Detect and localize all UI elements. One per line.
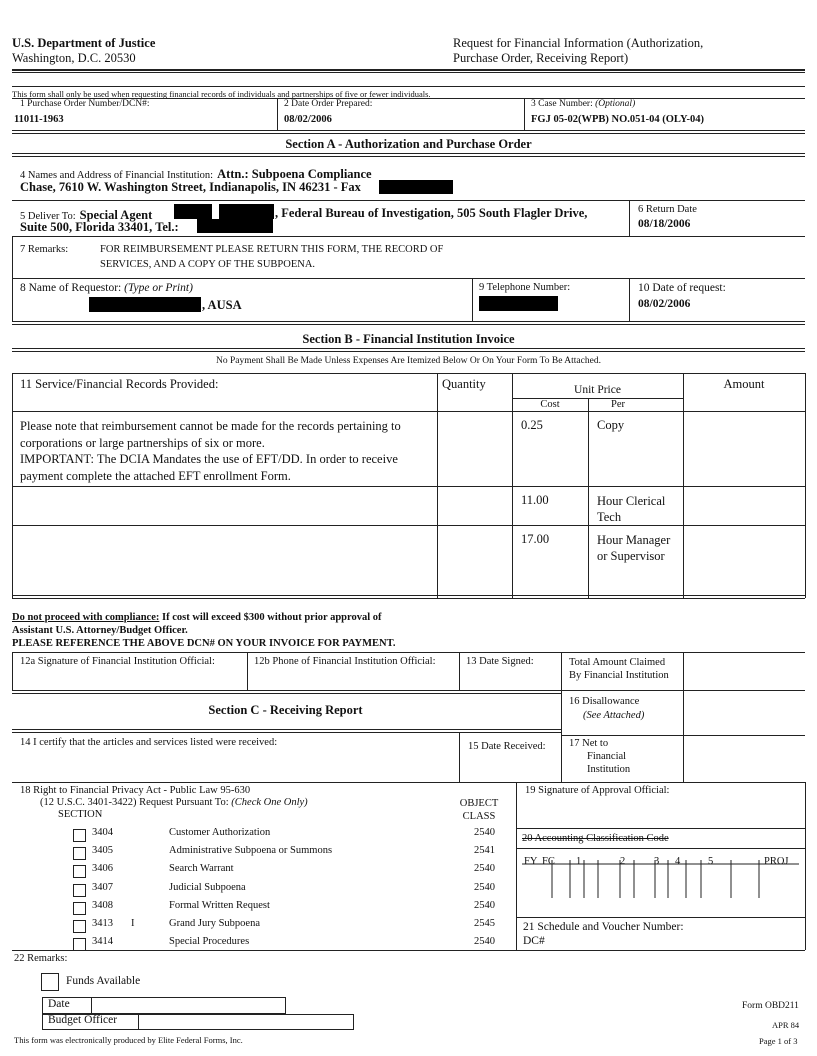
remarks-22-label: 22 Remarks: <box>14 953 68 964</box>
row2-cost: 11.00 <box>521 493 549 507</box>
per-line: Hour Manager <box>597 533 671 547</box>
rfpa-description: Administrative Subpoena or Summons <box>169 845 333 856</box>
department-city: Washington, D.C. 20530 <box>12 51 136 65</box>
deliver-to-label: 5 Deliver To: <box>20 211 76 222</box>
disallowance-sub: (See Attached) <box>583 710 645 721</box>
remarks-label: 7 Remarks: <box>20 244 69 255</box>
po-number-value: 11011-1963 <box>14 114 64 125</box>
amount-column-header: Amount <box>723 377 765 391</box>
rfpa-section-number: 3404 <box>92 827 113 838</box>
note-line: corporations or large partnerships of six or more. <box>20 435 265 450</box>
object-line: OBJECT <box>459 798 499 809</box>
form-title-line1: Request for Financial Information (Authorization, <box>453 36 704 50</box>
per-line: Hour Clerical <box>597 494 666 508</box>
certify-label: 14 I certify that the articles and services listed were received: <box>20 737 278 748</box>
compliance-approval: Assistant U.S. Attorney/Budget Officer. <box>12 625 188 636</box>
form-title-line2: Purchase Order, Receiving Report) <box>453 51 629 65</box>
date-prepared-value: 08/02/2006 <box>284 114 332 125</box>
per-line: or Supervisor <box>597 549 665 563</box>
approval-signature-label: 19 Signature of Approval Official: <box>525 785 670 796</box>
disallowance-title: 16 Disallowance <box>569 696 640 707</box>
rfpa-checkbox-3404[interactable] <box>73 829 86 842</box>
net-line: 17 Net to <box>569 738 609 749</box>
rfpa-object-class: 2540 <box>474 900 495 911</box>
section-a-title: Section A - Authorization and Purchase Order <box>285 137 532 151</box>
rfpa-checkbox-3413[interactable] <box>73 920 86 933</box>
department-name: U.S. Department of Justice <box>12 36 156 50</box>
po-number-label: 1 Purchase Order Number/DCN#: <box>20 99 150 109</box>
check-one-only: (Check One Only) <box>231 797 308 808</box>
rfpa-object-class: 2545 <box>474 918 495 929</box>
date-label: Date <box>48 998 70 1010</box>
reimbursement-notes <box>20 418 401 484</box>
rfpa-mark: I <box>131 918 135 929</box>
row1-cost: 0.25 <box>521 418 543 432</box>
note-line: IMPORTANT: The DCIA Mandates the use of EFT/DD. In order to receive <box>20 452 398 466</box>
deliver-to-bureau: , Federal Bureau of Investigation, 505 South Flagler Drive, <box>275 206 588 220</box>
budget-officer-label: Budget Officer <box>48 1014 118 1026</box>
net-line: Institution <box>587 764 631 775</box>
rfpa-section-number: 3414 <box>92 936 113 947</box>
unit-price-header: Unit Price <box>574 384 621 396</box>
redaction <box>89 297 201 312</box>
dc-number-label: DC# <box>523 935 545 947</box>
acct-col-proj: PROJ <box>764 856 789 867</box>
acct-col-5: 5 <box>708 856 714 867</box>
rfpa-description: Formal Written Request <box>169 900 270 911</box>
rfpa-description: Search Warrant <box>169 863 234 874</box>
row1-per: Copy <box>597 418 625 432</box>
acct-col-2: 2 <box>620 856 626 867</box>
rfpa-description: Judicial Subpoena <box>169 882 246 893</box>
total-line: By Financial Institution <box>569 670 669 681</box>
note-line: payment complete the attached EFT enrollment Form. <box>20 468 291 483</box>
accounting-code-grid <box>516 848 805 916</box>
total-line: Total Amount Claimed <box>569 657 666 668</box>
row3-cost: 17.00 <box>521 532 550 546</box>
funds-available-checkbox[interactable] <box>41 973 59 991</box>
telephone-label: 9 Telephone Number: <box>479 282 571 293</box>
total-claimed-label <box>569 656 669 682</box>
return-date-label: 6 Return Date <box>638 204 697 215</box>
usage-notice: This form shall only be used when requesting financial records of individuals and partnerships of five or fewer individuals. <box>12 89 431 99</box>
per-line: Tech <box>597 510 622 524</box>
rfpa-checkbox-3406[interactable] <box>73 865 86 878</box>
rfpa-checkbox-3408[interactable] <box>73 902 86 915</box>
rfpa-section-number: 3413 <box>92 918 113 929</box>
quantity-column-header: Quantity <box>442 377 486 391</box>
request-date-value: 08/02/2006 <box>638 298 691 310</box>
section-c-title: Section C - Receiving Report <box>208 703 363 717</box>
note-line: Please note that reimbursement cannot be made for the records pertaining to <box>20 419 401 433</box>
section-column-header: SECTION <box>58 809 103 820</box>
case-number-optional: (Optional) <box>595 99 636 109</box>
section-b-title: Section B - Financial Institution Invoice <box>302 332 515 346</box>
rfpa-description: Customer Authorization <box>169 827 271 838</box>
phone-official-label: 12b Phone of Financial Institution Official: <box>254 656 436 667</box>
rfpa-section-number: 3406 <box>92 863 113 874</box>
rfpa-object-class: 2540 <box>474 863 495 874</box>
redaction <box>479 296 558 311</box>
rfpa-checkbox-3407[interactable] <box>73 884 86 897</box>
request-date-label: 10 Date of request: <box>638 282 726 294</box>
requestor-label: 8 Name of Requestor: <box>20 282 122 294</box>
return-date-value: 08/18/2006 <box>638 218 691 230</box>
remarks-line2: SERVICES, AND A COPY OF THE SUBPOENA. <box>100 259 316 270</box>
rfpa-section-number: 3407 <box>92 882 113 893</box>
institution-label: 4 Names and Address of Financial Institution: <box>20 170 214 181</box>
rfpa-checkbox-3405[interactable] <box>73 847 86 860</box>
produced-by: This form was electronically produced by Elite Federal Forms, Inc. <box>14 1035 243 1045</box>
rfpa-object-class: 2540 <box>474 936 495 947</box>
cost-column-header: Cost <box>540 399 560 410</box>
acct-col-1: 1 <box>576 856 582 867</box>
rfpa-object-class: 2540 <box>474 827 495 838</box>
acct-col-4: 4 <box>675 856 681 867</box>
date-prepared-label: 2 Date Order Prepared: <box>284 99 373 109</box>
redaction <box>379 180 453 194</box>
rfpa-object-class: 2541 <box>474 845 495 856</box>
row3-per <box>597 532 670 564</box>
date-received-label: 15 Date Received: <box>468 741 546 752</box>
compliance-warning: Do not proceed with compliance: <box>12 612 160 623</box>
case-number-value: FGJ 05-02(WPB) NO.051-04 (OLY-04) <box>531 114 705 125</box>
deliver-to-suite: Suite 500, Florida 33401, Tel.: <box>20 220 179 234</box>
form-number: Form OBD211 <box>742 1001 799 1011</box>
institution-attn: Attn.: Subpoena Compliance <box>217 167 372 181</box>
form-date: APR 84 <box>772 1020 800 1030</box>
net-line: Financial <box>587 751 627 762</box>
net-to-institution-label <box>569 737 630 776</box>
rfpa-section-number: 3405 <box>92 845 113 856</box>
requestor-value: , AUSA <box>202 298 242 312</box>
rfpa-description: Special Procedures <box>169 936 250 947</box>
per-column-header: Per <box>611 399 625 410</box>
privacy-act-label: 18 Right to Financial Privacy Act - Public Law 95-630 <box>20 785 251 796</box>
row2-per <box>597 493 665 525</box>
rfpa-description: Grand Jury Subpoena <box>169 918 260 929</box>
object-class-header <box>448 797 510 823</box>
remarks-line1: FOR REIMBURSEMENT PLEASE RETURN THIS FORM, THE RECORD OF <box>100 244 444 255</box>
deliver-to-agent: Special Agent <box>79 208 153 222</box>
date-signed-label: 13 Date Signed: <box>466 656 534 667</box>
page-number: Page 1 of 3 <box>759 1036 798 1046</box>
privacy-act-request: (12 U.S.C. 3401-3422) Request Pursuant To: <box>40 797 229 808</box>
acct-col-3: 3 <box>654 856 660 867</box>
requestor-optional: (Type or Print) <box>124 282 193 294</box>
acct-col-fy: FY <box>524 856 538 867</box>
reference-dcn: PLEASE REFERENCE THE ABOVE DCN# ON YOUR INVOICE FOR PAYMENT. <box>12 638 396 649</box>
service-column-header: 11 Service/Financial Records Provided: <box>20 377 219 391</box>
object-line: CLASS <box>462 811 496 822</box>
acct-col-fc: FC <box>542 856 555 867</box>
redaction <box>174 204 212 219</box>
institution-address: Chase, 7610 W. Washington Street, Indianapolis, IN 46231 - Fax <box>20 180 361 194</box>
no-payment-notice: No Payment Shall Be Made Unless Expenses Are Itemized Below Or On Your Form To Be Attached. <box>216 356 601 366</box>
schedule-voucher-label: 21 Schedule and Voucher Number: <box>523 921 684 933</box>
case-number-label: 3 Case Number: <box>531 99 593 109</box>
redaction <box>197 219 273 233</box>
disallowance-label <box>569 695 644 723</box>
compliance-warning-rest: If cost will exceed $300 without prior approval of <box>159 612 382 623</box>
date-field[interactable] <box>42 997 286 1014</box>
funds-available-label: Funds Available <box>66 975 141 987</box>
signature-official-label: 12a Signature of Financial Institution Official: <box>20 656 215 667</box>
redaction <box>219 204 274 219</box>
accounting-code-label: 20 Accounting Classification Code <box>522 833 669 844</box>
rfpa-section-number: 3408 <box>92 900 113 911</box>
rfpa-object-class: 2540 <box>474 882 495 893</box>
